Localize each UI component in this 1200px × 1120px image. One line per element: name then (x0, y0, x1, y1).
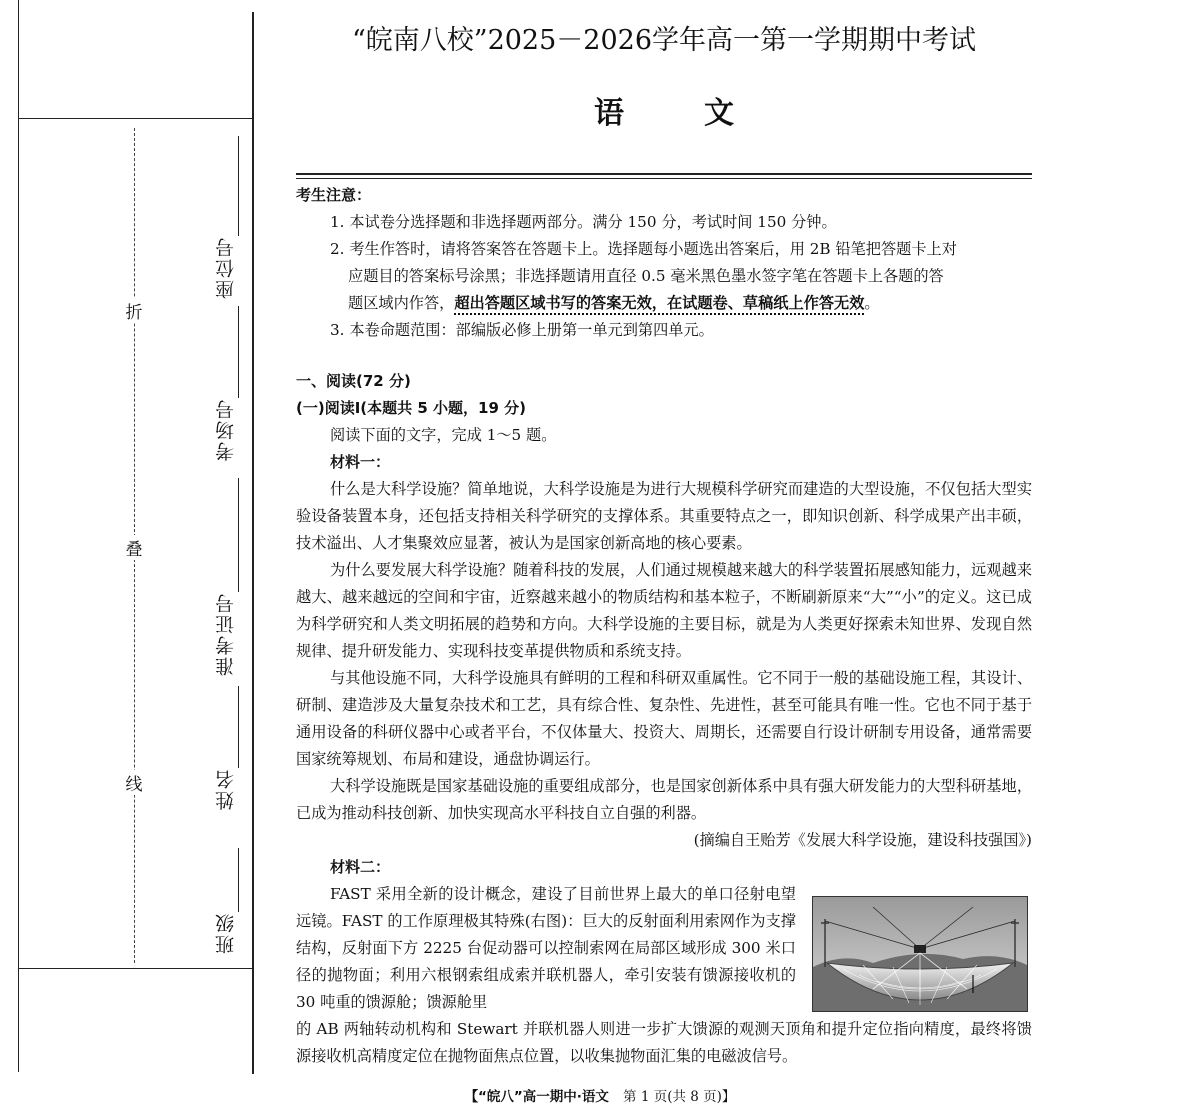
footer-label: 【“皖八”高一期中·语文 (464, 1089, 609, 1105)
exam-room-field[interactable] (205, 306, 245, 461)
binding-margin (0, 0, 255, 1120)
telescope-illustration (813, 897, 1027, 1011)
notice-item-cont: 应题目的答案标号涂黑；非选择题请用直径 0.5 毫米黑色墨水签字笔在答题卡上各题的答 (348, 267, 944, 285)
field-label: 班级 (214, 912, 237, 954)
notice-item: 2. 考生作答时，请将答案答在答题卡上。选择题每小题选出答案后，用 2B 铅笔把答题卡上对 (330, 240, 957, 258)
section-heading: 一、阅读(72 分) (296, 372, 411, 390)
notice-emphasis: 超出答题区域书写的答案无效，在试题卷、草稿纸上作答无效 (454, 294, 865, 312)
material-paragraph: 为什么要发展大科学设施？随着科技的发展，人们通过规模越来越大的科学装置拓展感知能力，远观越来越大、越来越远的空间和宇宙，近察越来越小的物质结构和基本粒子，不断刷新原来“大”“小”的定义。这已成为科学研究和人类文明拓展的趋势和方向。大科学设施的主要目标，就是为人类更好探索未知世界、发现自然规律、提升研发能力、实现科技变革提供物质和系统支持。 (296, 561, 1032, 660)
field-write-line[interactable] (238, 478, 239, 592)
subsection-info: (本题共 5 小题，19 分) (360, 399, 526, 417)
material2-wrap (296, 881, 796, 1016)
fold-char: 线 (122, 770, 146, 795)
material-paragraph: 什么是大科学设施？简单地说，大科学设施是为进行大规模科学研究而建造的大型设施，不仅包括大型实验设备装置本身，还包括支持相关科学研究的支撑体系。其重要特点之一，即知识创新、科学成果产出丰硕，技术溢出、人才集聚效应显著，被认为是国家创新高地的核心要素。 (296, 480, 1032, 552)
subsection-heading (296, 395, 1032, 422)
field-write-line[interactable] (238, 686, 239, 768)
subject-title: 语文 (594, 96, 814, 131)
field-label: 考场号 (214, 398, 237, 461)
field-label: 准考证号 (214, 592, 237, 676)
material-label: 材料一： (330, 453, 391, 471)
page-footer (0, 1085, 1200, 1105)
notice-item: 1. 本试卷分选择题和非选择题两部分。满分 150 分，考试时间 150 分钟。 (330, 213, 837, 231)
material-label: 材料二： (330, 858, 391, 876)
binding-edge-line (18, 0, 19, 1072)
candidate-notice (296, 182, 1032, 344)
class-field[interactable] (205, 848, 245, 954)
notice-text: 题区域内作答， (348, 294, 455, 312)
material-paragraph: 大科学设施既是国家基础设施的重要组成部分，也是国家创新体系中具有强大研发能力的大型科研基地，已成为推动科技创新、加快实现高水平科技自立自强的利器。 (296, 777, 1032, 822)
header-double-rule (296, 173, 1032, 179)
notice-item-cont (296, 290, 1032, 317)
binding-border-line (252, 12, 254, 1074)
field-write-line[interactable] (238, 306, 239, 398)
exam-title: “皖南八校”2025－2026学年高一第一学期期中考试 (351, 25, 977, 56)
field-label: 姓名 (214, 768, 237, 810)
fold-char: 叠 (122, 535, 146, 560)
notice-text: 。 (864, 294, 880, 312)
field-write-line[interactable] (238, 848, 239, 912)
subsection-title: (一)阅读Ⅰ (296, 399, 361, 417)
notice-heading: 考生注意： (296, 186, 372, 204)
material-source: (摘编自王贻芳《发展大科学设施，建设科技强国》) (693, 831, 1032, 849)
fast-telescope-figure (812, 896, 1028, 1012)
material-paragraph: 的 AB 两轴转动机构和 Stewart 并联机器人则进一步扩大馈源的观测天顶角和提升定位指向精度，最终将馈源接收机高精度定位在抛物面焦点位置，以收集抛物面汇集的电磁波信号。 (296, 1020, 1032, 1065)
admission-number-field[interactable] (205, 478, 245, 676)
material-paragraph: 与其他设施不同，大科学设施具有鲜明的工程和科研双重属性。它不同于一般的基础设施工程，其设计、研制、建造涉及大量复杂技术和工艺，具有综合性、复杂性、先进性，甚至可能具有唯一性。它也不同于基于通用设备的科研仪器中心或者平台，不仅体量大、投资大、周期长，还需要自行设计研制专用设备，通常需要国家统筹规划、布局和建设，通盘协调运行。 (296, 669, 1032, 768)
name-field[interactable] (205, 686, 245, 810)
material-paragraph: FAST 采用全新的设计概念，建设了目前世界上最大的单口径射电望远镜。FAST 的工作原理极其特殊(右图)：巨大的反射面利用索网作为支撑结构，反射面下方 2225 台促动器可以控制索网在局部区域形成 300 米口径的抛物面；利用六根钢索组成索并联机器人，牵引安装有馈源接收机的 30 吨重的馈源舱；馈源舱里 (296, 885, 796, 1011)
field-label: 座位号 (214, 236, 237, 299)
seat-number-field[interactable] (205, 136, 245, 299)
notice-item: 3. 本卷命题范围：部编版必修上册第一单元到第四单元。 (330, 321, 714, 339)
field-write-line[interactable] (238, 136, 239, 236)
binding-top-rule (18, 118, 254, 119)
fold-char: 折 (122, 298, 146, 323)
binding-bottom-rule (18, 968, 254, 969)
instruction: 阅读下面的文字，完成 1～5 题。 (330, 426, 557, 444)
page-number: 第 1 页(共 8 页)】 (623, 1089, 736, 1105)
